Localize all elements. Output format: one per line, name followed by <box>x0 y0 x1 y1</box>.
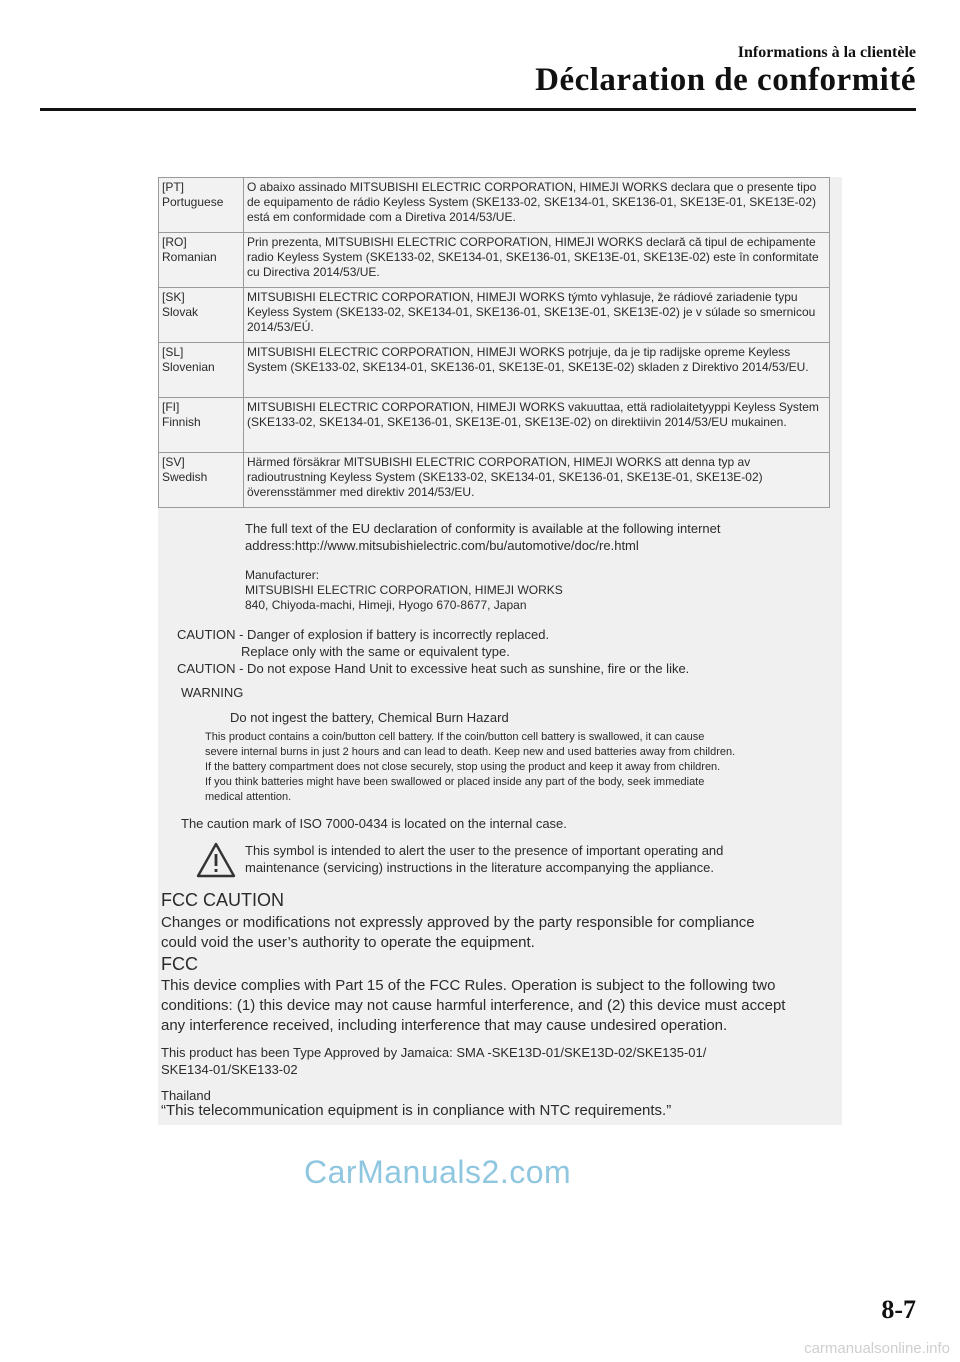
declaration-text: MITSUBISHI ELECTRIC CORPORATION, HIMEJI WORKS potrjuje, da je tip radijske opreme Keyless System (SKE133-02, SKE134-01, SKE136-01, SKE13E-01, SKE13E-02) skladen z Direktivo 2014/53/EU. <box>244 343 830 398</box>
page-number: 8-7 <box>881 1295 916 1324</box>
declaration-text: Prin prezenta, MITSUBISHI ELECTRIC CORPORATION, HIMEJI WORKS declară că tipul de echipamente radio Keyless System (SKE133-02, SKE134-01, SKE136-01, SKE13E-01, SKE13E-02) este în conformitate cu Directiva 2014/53/UE. <box>244 233 830 288</box>
page-title: Déclaration de conformité <box>535 62 916 98</box>
warning-title: WARNING <box>181 685 244 700</box>
watermark-link[interactable]: CarManuals2.com <box>304 1154 572 1190</box>
manufacturer-name: MITSUBISHI ELECTRIC CORPORATION, HIMEJI WORKS <box>245 583 563 597</box>
language-cell: [FI] Finnish <box>159 398 244 453</box>
manufacturer-label: Manufacturer: <box>245 568 320 582</box>
declaration-text: O abaixo assinado MITSUBISHI ELECTRIC CORPORATION, HIMEJI WORKS declara que o presente tipo de equipamento de rádio Keyless System (SKE133-02, SKE134-01, SKE136-01, SKE13E-01, SKE13E-02) está em conformidade com a Diretiva 2014/53/UE. <box>244 178 830 233</box>
thailand-label: Thailand <box>161 1088 211 1103</box>
caution-triangle-icon <box>196 842 236 878</box>
declaration-text: MITSUBISHI ELECTRIC CORPORATION, HIMEJI WORKS vakuuttaa, että radiolaitetyyppi Keyless System (SKE133-02, SKE134-01, SKE136-01, SKE13E-01, SKE13E-02) on direktiivin 2014/53/EU mukainen. <box>244 398 830 453</box>
declaration-text: MITSUBISHI ELECTRIC CORPORATION, HIMEJI WORKS týmto vyhlasuje, že rádiové zariadenie typu Keyless System (SKE133-02, SKE134-01, SKE136-01, SKE13E-01, SKE13E-02) je v súlade so smernicou 2014/53/EÚ. <box>244 288 830 343</box>
language-cell: [SK] Slovak <box>159 288 244 343</box>
declaration-text: Härmed försäkrar MITSUBISHI ELECTRIC CORPORATION, HIMEJI WORKS att denna typ av radioutrustning Keyless System (SKE133-02, SKE134-01, SKE136-01, SKE13E-01, SKE13E-02) överensstämmer med direktiv 2014/53/EU. <box>244 453 830 508</box>
table-row <box>159 343 830 398</box>
caution-battery-replace: Replace only with the same or equivalent type. <box>241 644 510 659</box>
language-cell: [SV] Swedish <box>159 453 244 508</box>
language-cell: [SL] Slovenian <box>159 343 244 398</box>
eu-declaration-text: The full text of the EU declaration of conformity is available at the following internet address:http://www.mitsubishielectric.com/bu/automotive/doc/re.html <box>245 521 721 553</box>
table-row <box>159 178 830 233</box>
section-subtitle: Informations à la clientèle <box>737 44 916 61</box>
table-row <box>159 453 830 508</box>
header-rule <box>40 108 916 111</box>
fcc-caution-text: Changes or modifications not expressly approved by the party responsible for compliance could void the user’s authority to operate the equipment. <box>161 914 755 951</box>
table-row <box>159 288 830 343</box>
fcc-text: This device complies with Part 15 of the FCC Rules. Operation is subject to the following two conditions: (1) this device may not cause harmful interference, and (2) this device must accept any interference received, including interference that may cause undesired operation. <box>161 977 786 1034</box>
table-row <box>159 233 830 288</box>
iso-mark-text: The caution mark of ISO 7000-0434 is located on the internal case. <box>181 816 567 831</box>
thailand-text: “This telecommunication equipment is in conpliance with NTC requirements.” <box>161 1102 672 1119</box>
warning-subtitle: Do not ingest the battery, Chemical Burn Hazard <box>230 710 509 725</box>
fcc-caution-title: FCC CAUTION <box>161 890 284 910</box>
fcc-title: FCC <box>161 954 198 974</box>
declaration-table <box>158 177 830 508</box>
manufacturer-block <box>245 568 563 613</box>
table-row <box>159 398 830 453</box>
footer-site-link[interactable]: carmanualsonline.info <box>804 1340 950 1357</box>
warning-body: This product contains a coin/button cell battery. If the coin/button cell battery is swallowed, it can cause severe internal burns in just 2 hours and can lead to death. Keep new and used batteries away from children. If the battery compartment does not close securely, stop using the product and keep it away from children. If you think batteries might have been swallowed or placed inside any part of the body, seek immediate medical attention. <box>205 731 736 803</box>
symbol-explanation: This symbol is intended to alert the user to the presence of important operating and maintenance (servicing) instructions in the literature accompanying the appliance. <box>245 843 724 875</box>
jamaica-approval: This product has been Type Approved by Jamaica: SMA -SKE13D-01/SKE13D-02/SKE135-01/ SKE134-01/SKE133-02 <box>161 1045 707 1077</box>
language-cell: [RO] Romanian <box>159 233 244 288</box>
caution-heat: CAUTION - Do not expose Hand Unit to excessive heat such as sunshine, fire or the like. <box>177 661 690 676</box>
language-cell: [PT] Portuguese <box>159 178 244 233</box>
caution-battery: CAUTION - Danger of explosion if battery is incorrectly replaced. <box>177 627 550 642</box>
manufacturer-address: 840, Chiyoda-machi, Himeji, Hyogo 670-8677, Japan <box>245 598 527 612</box>
